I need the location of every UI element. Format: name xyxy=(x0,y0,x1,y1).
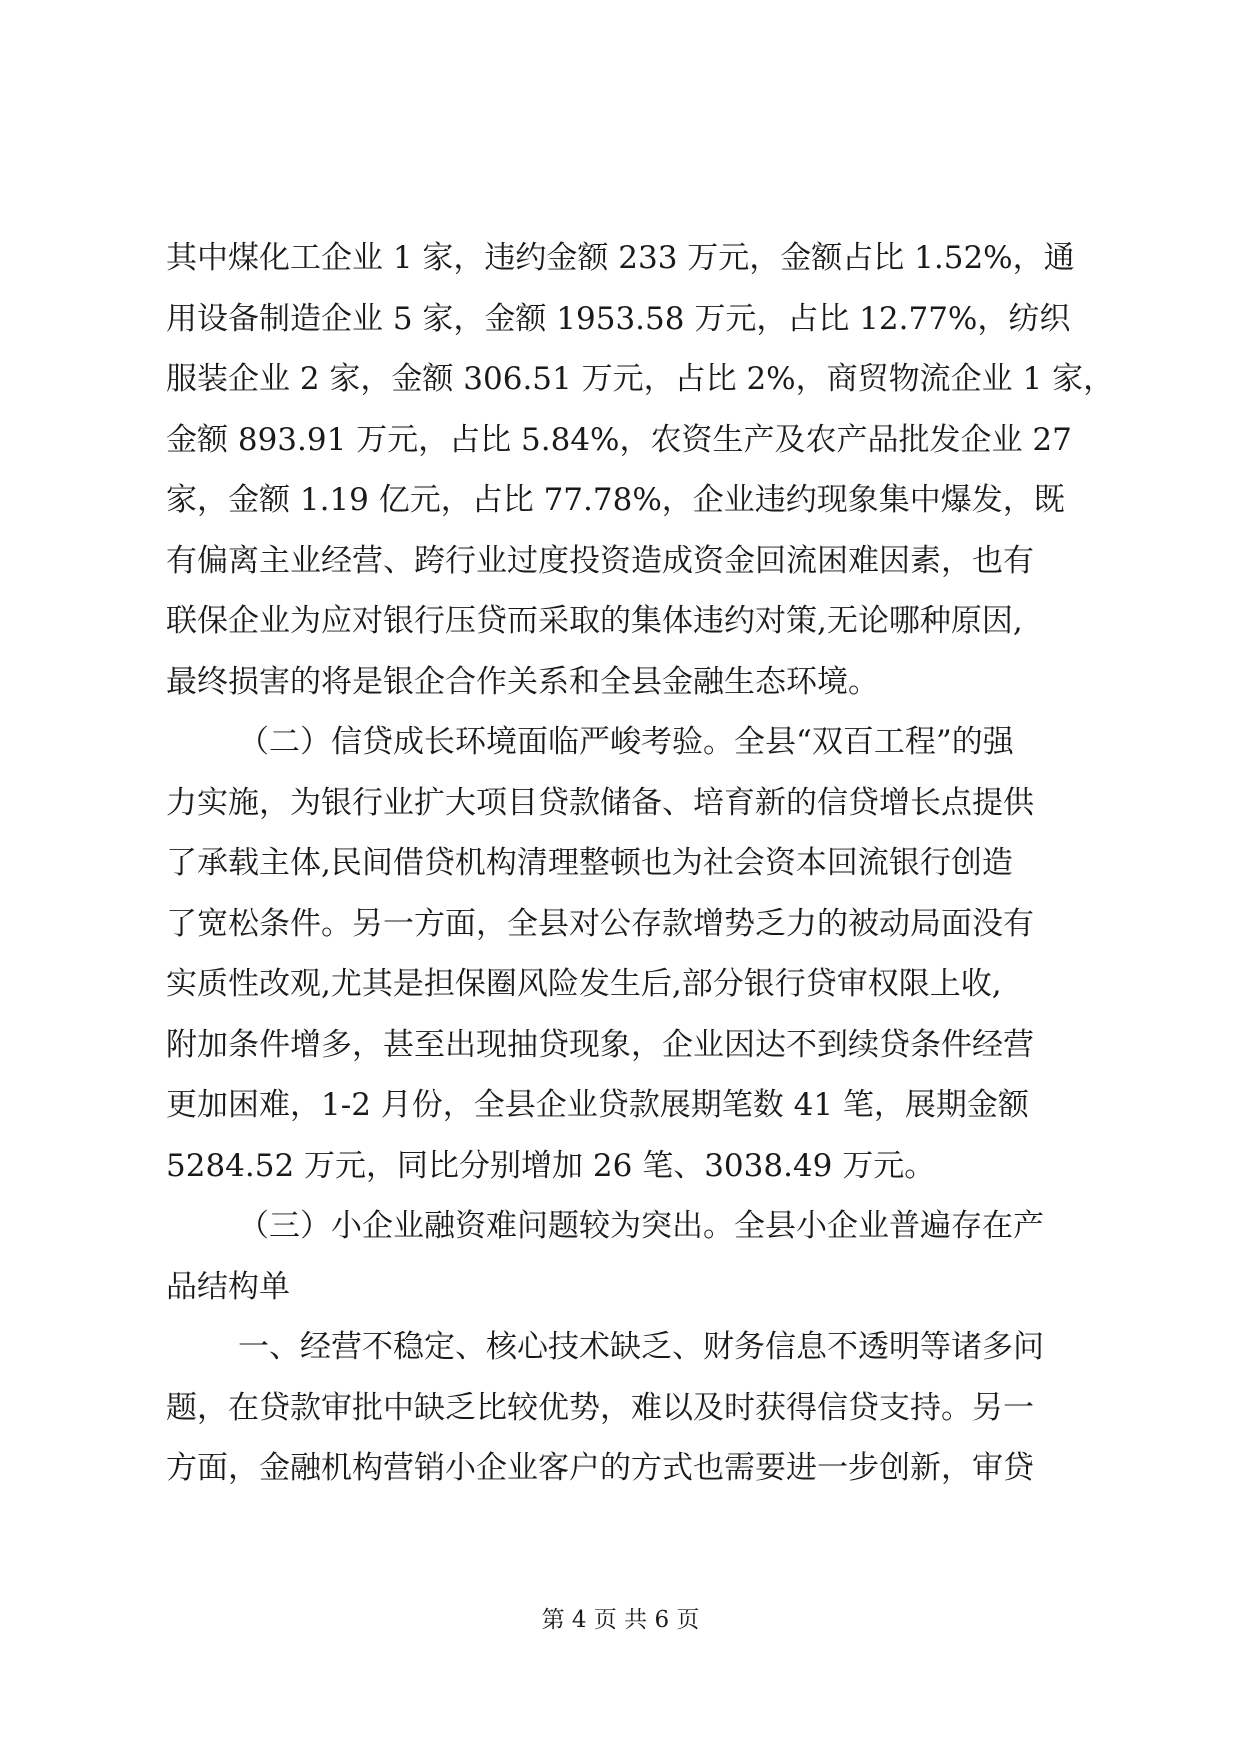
text-line: 家，金额 1.19 亿元，占比 77.78%，企业违约现象集中爆发，既 xyxy=(166,482,1065,518)
text-line: 5284.52 万元，同比分别增加 26 笔、3038.49 万元。 xyxy=(166,1147,936,1184)
text-line: 更加困难，1-2 月份，全县企业贷款展期笔数 41 笔，展期金额 xyxy=(166,1087,1029,1123)
text-line: 联保企业为应对银行压贷而采取的集体违约对策,无论哪种原因, xyxy=(166,603,1023,639)
text-line: 有偏离主业经营、跨行业过度投资造成资金回流困难因素，也有 xyxy=(166,542,1034,579)
text-line: 了承载主体,民间借贷机构清理整顿也为社会资本回流银行创造 xyxy=(166,845,1013,881)
text-line: 实质性改观,尤其是担保圈风险发生后,部分银行贷审权限上收, xyxy=(166,966,1002,1002)
text-line: 最终损害的将是银企合作关系和全县金融生态环境。 xyxy=(166,663,879,700)
text-line: 力实施，为银行业扩大项目贷款储备、培育新的信贷增长点提供 xyxy=(166,784,1034,821)
text-line: 附加条件增多，甚至出现抽贷现象，企业因达不到续贷条件经营 xyxy=(166,1026,1034,1063)
text-line: 品结构单 xyxy=(166,1268,290,1305)
text-line: 用设备制造企业 5 家，金额 1953.58 万元，占比 12.77%，纺织 xyxy=(166,300,1071,337)
text-line: 其中煤化工企业 1 家，违约金额 233 万元，金额占比 1.52%，通 xyxy=(166,240,1075,276)
text-line: 服装企业 2 家，金额 306.51 万元，占比 2%，商贸物流企业 1 家， xyxy=(166,361,1115,397)
body-text xyxy=(166,228,1116,1499)
text-line: 了宽松条件。另一方面，全县对公存款增势乏力的被动局面没有 xyxy=(166,905,1034,942)
text-line: 方面，金融机构营销小企业客户的方式也需要进一步创新，审贷 xyxy=(166,1450,1034,1486)
text-line: 一、经营不稳定、核心技术缺乏、财务信息不透明等诸多问 xyxy=(238,1329,1044,1365)
page-footer: 第 4 页 共 6 页 xyxy=(541,1607,700,1633)
text-line: 金额 893.91 万元，占比 5.84%，农资生产及农产品批发企业 27 xyxy=(166,421,1072,458)
text-line: （二）信贷成长环境面临严峻考验。全县“双百工程”的强 xyxy=(238,724,1014,760)
text-line: （三）小企业融资难问题较为突出。全县小企业普遍存在产 xyxy=(238,1208,1044,1244)
text-line: 题，在贷款审批中缺乏比较优势，难以及时获得信贷支持。另一 xyxy=(166,1389,1034,1426)
